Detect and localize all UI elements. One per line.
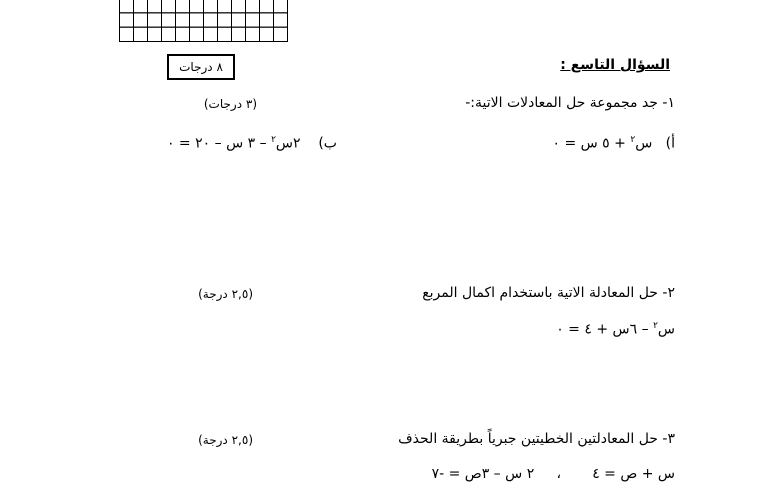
q1-part-b (167, 136, 337, 151)
q1-b-eq-var: ٢س (275, 135, 301, 152)
q2-eq-var: س (657, 321, 675, 338)
total-marks-label: ٨ درجات (179, 60, 223, 74)
q1-marks: (٣ درجات) (203, 97, 257, 111)
grid-cell (162, 13, 176, 27)
q2-eq-rest: – ٦س + ٤ = ٠ (556, 321, 649, 338)
grid-cell (148, 27, 162, 41)
grid-cell (274, 13, 288, 27)
total-marks-box (167, 54, 235, 80)
grid-cell (260, 13, 274, 27)
grid-cell (274, 27, 288, 41)
q3-equations (432, 467, 675, 481)
grid-cell (134, 0, 148, 13)
grid-cell (218, 13, 232, 27)
grid-cell (134, 27, 148, 41)
grid-cell (204, 13, 218, 27)
grid-cell (218, 0, 232, 13)
q3-separator: ، (556, 466, 562, 482)
grid-cell (134, 13, 148, 27)
q3-eq2: ٢ س – ٣ص = -٧ (431, 466, 535, 482)
q1-a-label: أ) (665, 135, 675, 152)
section-heading: السؤال التاسع : (560, 57, 670, 73)
grid-cell (190, 27, 204, 41)
grid-cell (246, 0, 260, 13)
q1-a-eq-rest: + ٥ س = ٠ (552, 135, 626, 152)
grid-cell (120, 27, 134, 41)
q3-eq1: س + ص = ٤ (592, 466, 675, 482)
grid-cell (148, 0, 162, 13)
q2-text: ٢- حل المعادلة الاتية باستخدام اكمال المربع (422, 285, 675, 301)
q1-b-label: ب) (318, 135, 337, 152)
grid-cell (204, 27, 218, 41)
grid-cell (120, 0, 134, 13)
q1-text: ١- جد مجموعة حل المعادلات الاتية:- (465, 95, 675, 111)
q1-b-eq-exp: ٢ (271, 135, 276, 145)
grid-cell (260, 27, 274, 41)
grid-cell (246, 13, 260, 27)
grid-cell (162, 0, 176, 13)
grid-cell (162, 27, 176, 41)
q2-equation (556, 322, 675, 337)
q2-marks: (٢,٥ درجة) (198, 287, 253, 301)
grid-cell (176, 0, 190, 13)
q1-part-a (552, 136, 675, 151)
grid-cell (190, 0, 204, 13)
q1-a-eq-var: س (635, 135, 653, 152)
grid-cell (120, 13, 134, 27)
grid-cell (218, 27, 232, 41)
answer-grid (119, 0, 288, 42)
grid-cell (232, 27, 246, 41)
q3-marks: (٢,٥ درجة) (198, 433, 253, 447)
grid-cell (274, 0, 288, 13)
grid-cell (204, 0, 218, 13)
grid-cell (190, 13, 204, 27)
q3-text: ٣- حل المعادلتين الخطيتين جبرياً بطريقة الحذف (398, 431, 675, 447)
q1-b-eq-rest: – ٣ س – ٢٠ = ٠ (166, 135, 267, 152)
grid-cell (176, 27, 190, 41)
grid-cell (246, 27, 260, 41)
grid-cell (232, 13, 246, 27)
grid-cell (260, 0, 274, 13)
q2-eq-exp: ٢ (653, 321, 658, 331)
q1-a-eq-exp: ٢ (630, 135, 636, 145)
grid-cell (232, 0, 246, 13)
grid-cell (148, 13, 162, 27)
grid-cell (176, 13, 190, 27)
